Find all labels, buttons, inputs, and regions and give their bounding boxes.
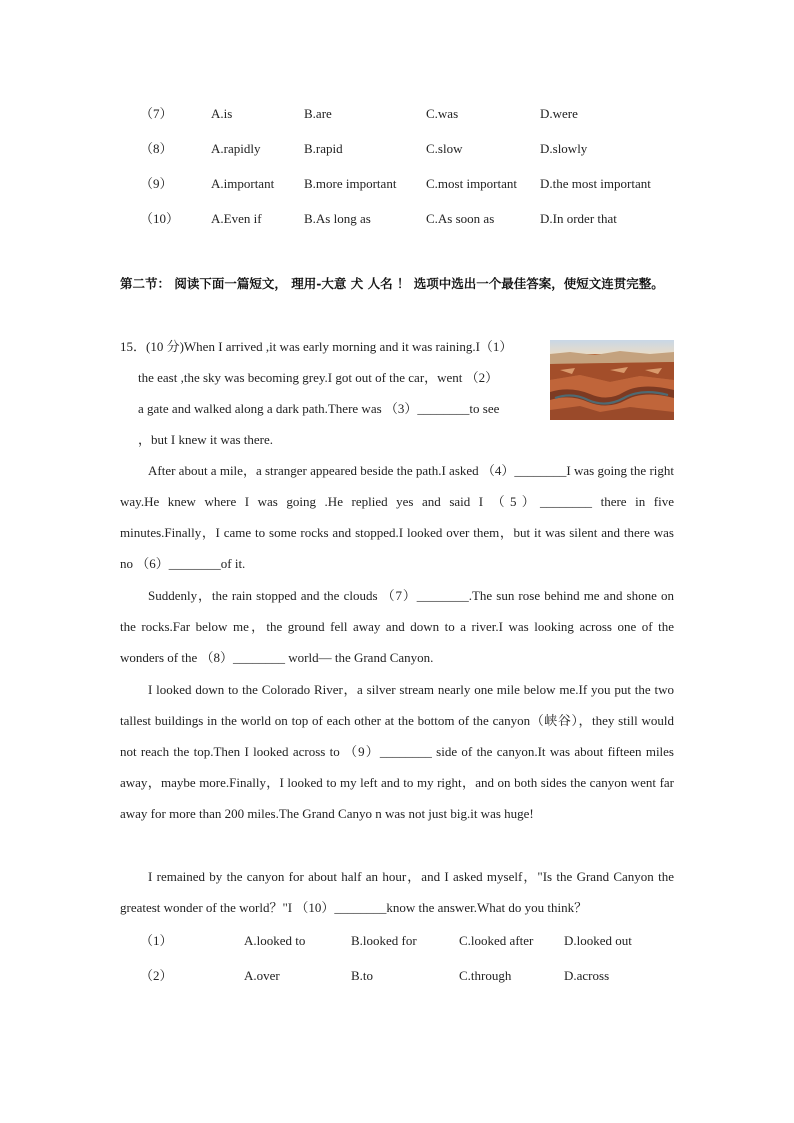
option-c: C.As soon as (426, 211, 495, 226)
paragraph-4: I remained by the canyon for about half an hour，and I asked myself，"Is the Grand Canyon the greatest wonder of the world？"I （10）________know the answer.What do you think？ (120, 869, 674, 915)
option-a: A.looked to (244, 933, 306, 948)
option-number: （7） (140, 106, 173, 121)
option-d: D.looked out (564, 933, 632, 948)
paragraph-3: I looked down to the Colorado River，a silver stream nearly one mile below me.If you put the two tallest buildings in the world on top of each other at the bottom of the canyon（峡谷），they still would not reach the top.Then I looked across to （9）________ side of the canyon.It was about fifteen miles away，maybe more.Finally，I looked to my left and to my right，and on both sides the canyon went far away for more than 200 miles.The Grand Canyo n was not just big.it was huge! (120, 682, 674, 821)
question-line-4: ，but I knew it was there. (138, 432, 274, 447)
canyon-photo (550, 340, 674, 420)
option-b: B.looked for (351, 933, 417, 948)
paragraph-2: Suddenly，the rain stopped and the clouds （7）________.The sun rose behind me and shone on the rocks.Far below me，the ground fell away and down to a river.I was looking across one of the wonders of the （8）________ world— the Grand Canyon. (120, 588, 674, 665)
option-d: D.across (564, 968, 610, 983)
option-d: D.slowly (540, 141, 588, 156)
section-heading: 第二节： 阅读下面一篇短文， 理用-大意 犬 人名 ！ 选项中选出一个最佳答案，使短文连贯完整。 (120, 276, 664, 291)
option-b: B.As long as (304, 211, 371, 226)
option-a: A.important (211, 176, 275, 191)
option-d: D.were (540, 106, 578, 121)
option-c: C.slow (426, 141, 463, 156)
option-b: B.more important (304, 176, 397, 191)
option-c: C.was (426, 106, 459, 121)
option-d: D.the most important (540, 176, 651, 191)
option-b: B.rapid (304, 141, 343, 156)
paragraph-1: After about a mile，a stranger appeared beside the path.I asked （4）________I was going the right way.He knew where I was going .He replied yes and said I （5）________ there in five minutes.Finally，I came to some rocks and stopped.I looked over them，but it was silent and there was no （6）________of it. (120, 463, 674, 571)
question-line-3: a gate and walked along a dark path.There was （3）________to see (138, 401, 500, 416)
question-line-1: 15．(10 分)When I arrived ,it was early morning and it was raining.I（1） (120, 339, 513, 354)
option-number: （9） (140, 176, 173, 191)
option-a: A.over (244, 968, 280, 983)
option-number: （10） (140, 211, 180, 226)
option-a: A.rapidly (211, 141, 261, 156)
option-b: B.to (351, 968, 374, 983)
question-line-2: the east ,the sky was becoming grey.I got out of the car，went （2） (138, 370, 499, 385)
option-b: B.are (304, 106, 332, 121)
option-a: A.Even if (211, 211, 262, 226)
option-c: C.through (459, 968, 512, 983)
option-c: C.looked after (459, 933, 534, 948)
option-number: （2） (140, 968, 173, 983)
option-number: （8） (140, 141, 173, 156)
option-d: D.In order that (540, 211, 617, 226)
option-c: C.most important (426, 176, 517, 191)
option-number: （1） (140, 933, 173, 948)
option-a: A.is (211, 106, 233, 121)
